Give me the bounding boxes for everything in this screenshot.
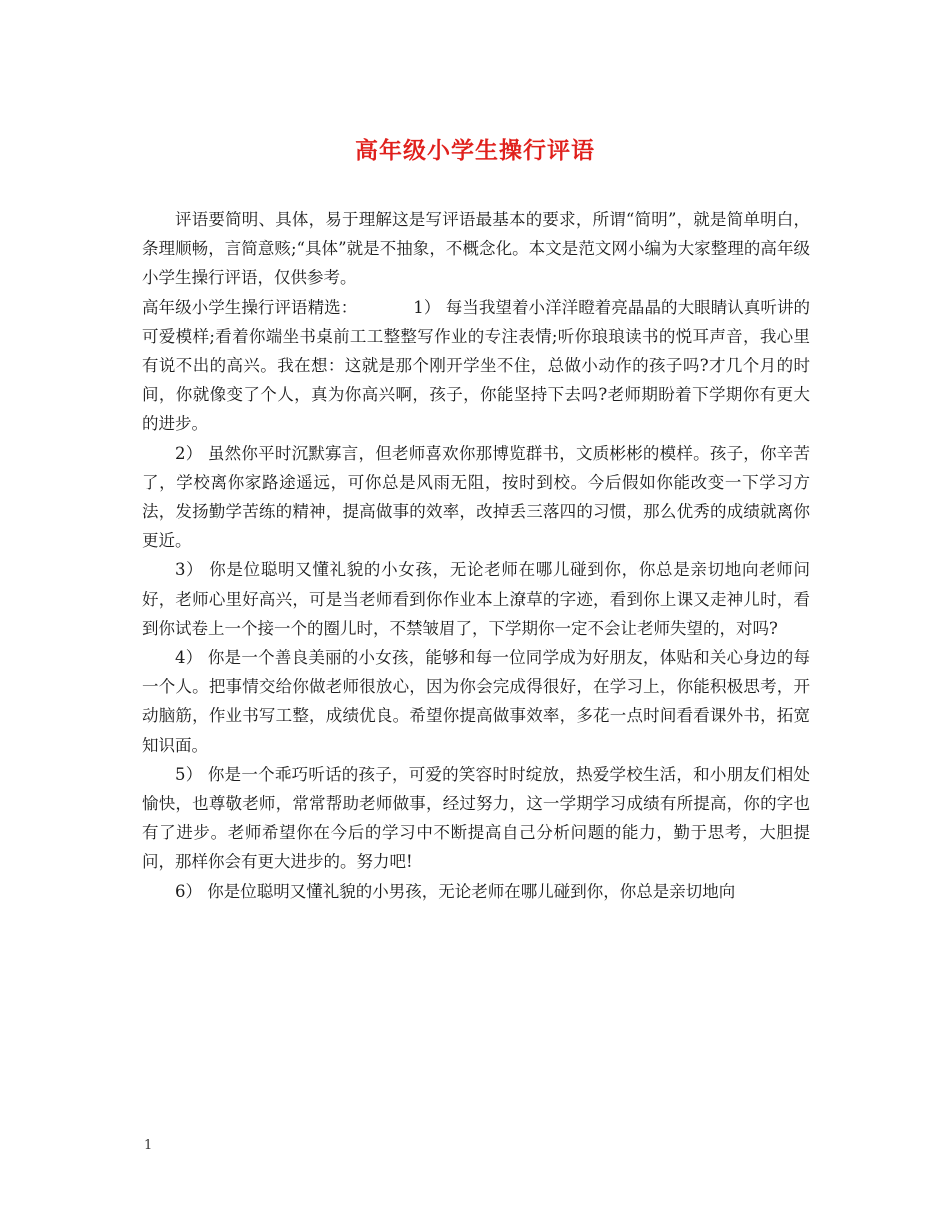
comment-paragraph-5: 5） 你是一个乖巧听话的孩子，可爱的笑容时时绽放，热爱学校生活，和小朋友们相处愉快，也尊敬老师，常常帮助老师做事，经过努力，这一学期学习成绩有所提高，你的字也有了进步。老师希望你在今后的学习中不断提高自己分析问题的能力，勤于思考，大胆提问，那样你会有更大进步的。努力吧!: [142, 764, 810, 872]
comment-paragraph-1: [142, 293, 810, 439]
section-heading: 高年级小学生操行评语精选：: [142, 297, 358, 317]
intro-paragraph: 评语要简明、具体，易于理解这是写评语最基本的要求，所谓“简明”，就是简单明白，条理顺畅，言简意赅;“具体”就是不抽象，不概念化。本文是范文网小编为大家整理的高年级小学生操行评语，仅供参考。: [142, 210, 810, 288]
comment-paragraph-6: 6） 你是位聪明又懂礼貌的小男孩，无论老师在哪儿碰到你，你总是亲切地向: [175, 881, 736, 901]
comment-paragraph-3: 3） 你是位聪明又懂礼貌的小女孩，无论老师在哪儿碰到你，你总是亲切地向老师问好，老师心里好高兴，可是当老师看到你作业本上潦草的字迹，看到你上课又走神儿时，看到你试卷上一个接一个的圈儿时，不禁皱眉了，下学期你一定不会让老师失望的，对吗?: [142, 560, 810, 638]
document-title: 高年级小学生操行评语: [355, 137, 595, 164]
page-number: 1: [144, 1138, 153, 1153]
document-body: [142, 205, 810, 906]
comment-paragraph-2: 2） 虽然你平时沉默寡言，但老师喜欢你那博览群书，文质彬彬的模样。孩子，你辛苦了，学校离你家路途遥远，可你总是风雨无阻，按时到校。今后假如你能改变一下学习方法，发扬勤学苦练的精神，提高做事的效率，改掉丢三落四的习惯，那么优秀的成绩就离你更近。: [142, 443, 810, 551]
comment-paragraph-4: 4） 你是一个善良美丽的小女孩，能够和每一位同学成为好朋友，体贴和关心身边的每一个人。把事情交给你做老师很放心，因为你会完成得很好，在学习上，你能积极思考，开动脑筋，作业书写工整，成绩优良。希望你提高做事效率，多花一点时间看看课外书，拓宽知识面。: [142, 648, 810, 755]
comment-1-text: 1） 每当我望着小洋洋瞪着亮晶晶的大眼睛认真听讲的可爱模样;看着你端坐书桌前工工整整写作业的专注表情;听你琅琅读书的悦耳声音，我心里有说不出的高兴。我在想：这就是那个刚开学坐不住，总做小动作的孩子吗?才几个月的时间，你就像变了个人，真为你高兴啊，孩子，你能坚持下去吗?老师期盼着下学期你有更大的进步。: [142, 297, 810, 434]
